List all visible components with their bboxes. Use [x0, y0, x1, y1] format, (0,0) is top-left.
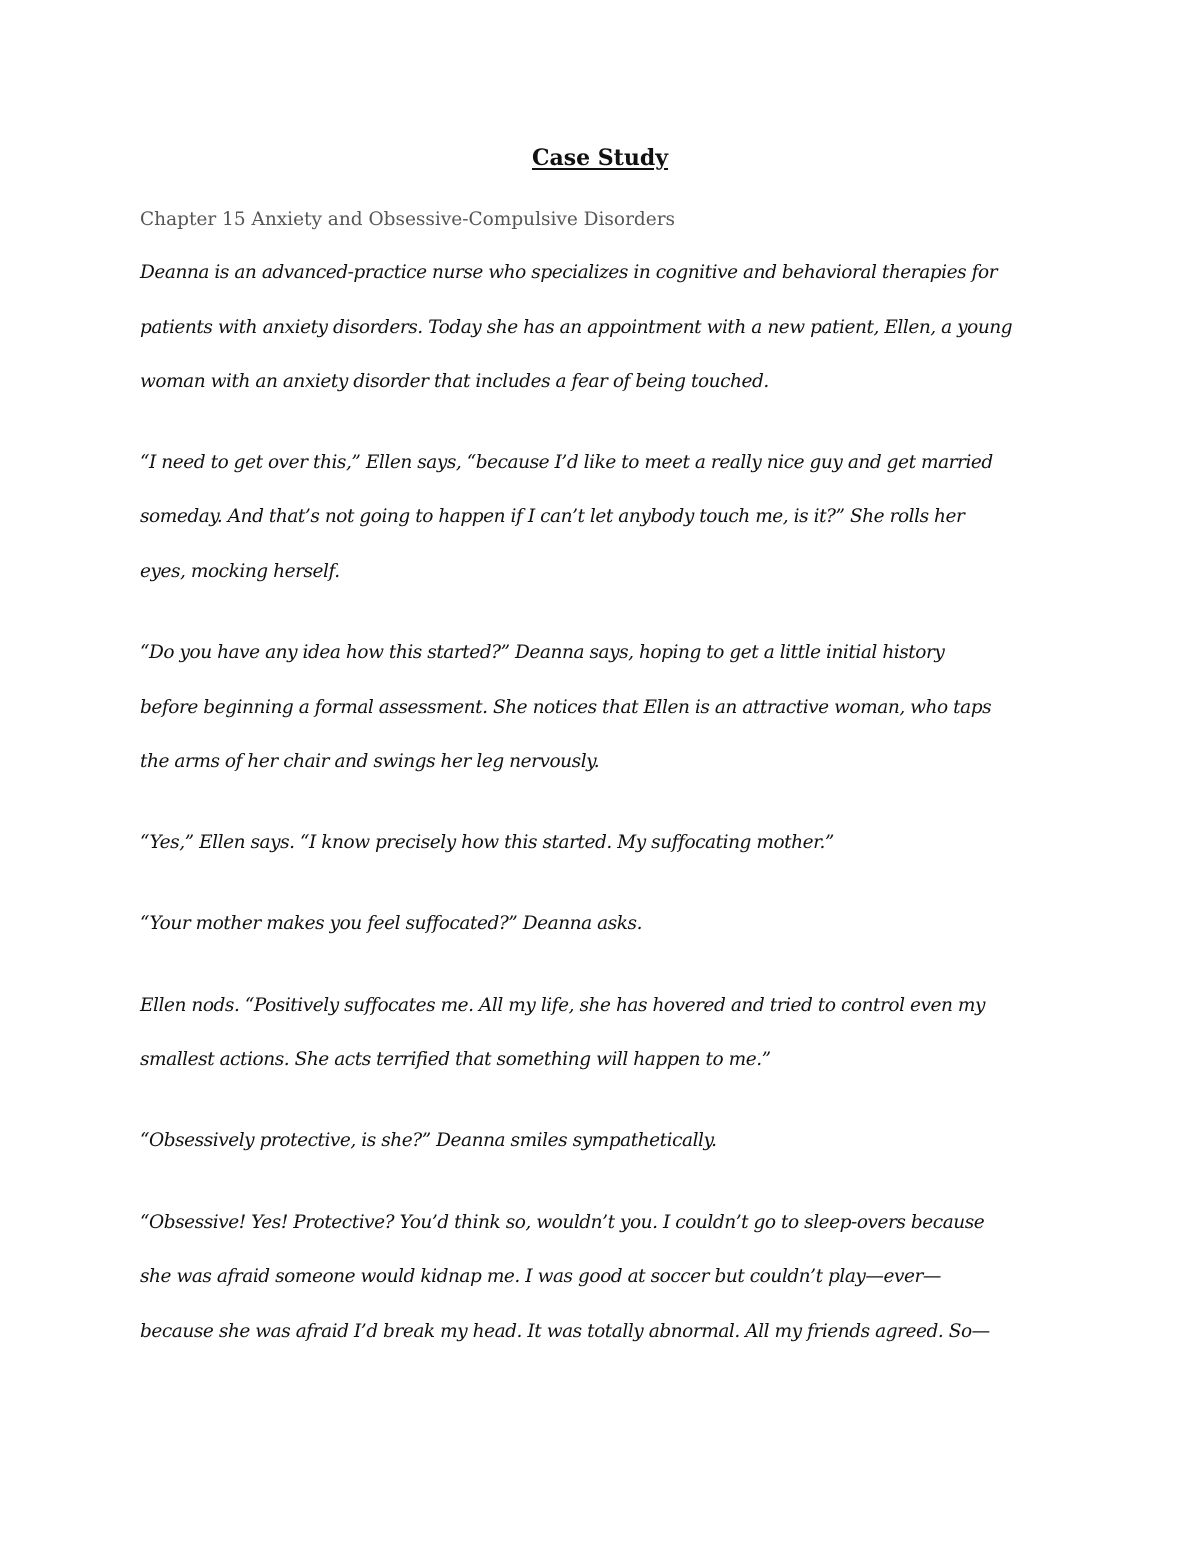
body-line: someday. And that’s not going to happen if I can’t let anybody touch me, is it?” She rolls her — [140, 506, 965, 527]
body-line: woman with an anxiety disorder that includes a fear of being touched. — [140, 371, 769, 392]
body-line: patients with anxiety disorders. Today she has an appointment with a new patient, Ellen, a young — [140, 317, 1013, 338]
body-line: “I need to get over this,” Ellen says, “because I’d like to meet a really nice guy and get married — [140, 452, 993, 473]
body-line: “Obsessively protective, is she?” Deanna smiles sympathetically. — [140, 1130, 717, 1151]
document-title: Case Study — [531, 145, 669, 171]
body-line: “Your mother makes you feel suffocated?” Deanna asks. — [140, 913, 643, 934]
body-line: Ellen nods. “Positively suffocates me. All my life, she has hovered and tried to control even my — [140, 995, 985, 1016]
chapter-subtitle: Chapter 15 Anxiety and Obsessive-Compulsive Disorders — [140, 209, 676, 230]
body-line: because she was afraid I’d break my head. It was totally abnormal. All my friends agreed. So— — [140, 1321, 990, 1342]
body-line: “Yes,” Ellen says. “I know precisely how this started. My suffocating mother.” — [140, 832, 834, 853]
body-line: she was afraid someone would kidnap me. I was good at soccer but couldn’t play—ever— — [140, 1266, 941, 1287]
body-line: eyes, mocking herself. — [140, 561, 340, 582]
body-line: before beginning a formal assessment. She notices that Ellen is an attractive woman, who taps — [140, 697, 992, 718]
body-line: smallest actions. She acts terrified that something will happen to me.” — [140, 1049, 771, 1070]
body-line: “Do you have any idea how this started?” Deanna says, hoping to get a little initial history — [140, 642, 945, 663]
body-line: Deanna is an advanced-practice nurse who specializes in cognitive and behavioral therapies for — [140, 262, 998, 283]
body-line: “Obsessive! Yes! Protective? You’d think so, wouldn’t you. I couldn’t go to sleep-overs because — [140, 1212, 985, 1233]
body-line: the arms of her chair and swings her leg nervously. — [140, 751, 600, 772]
